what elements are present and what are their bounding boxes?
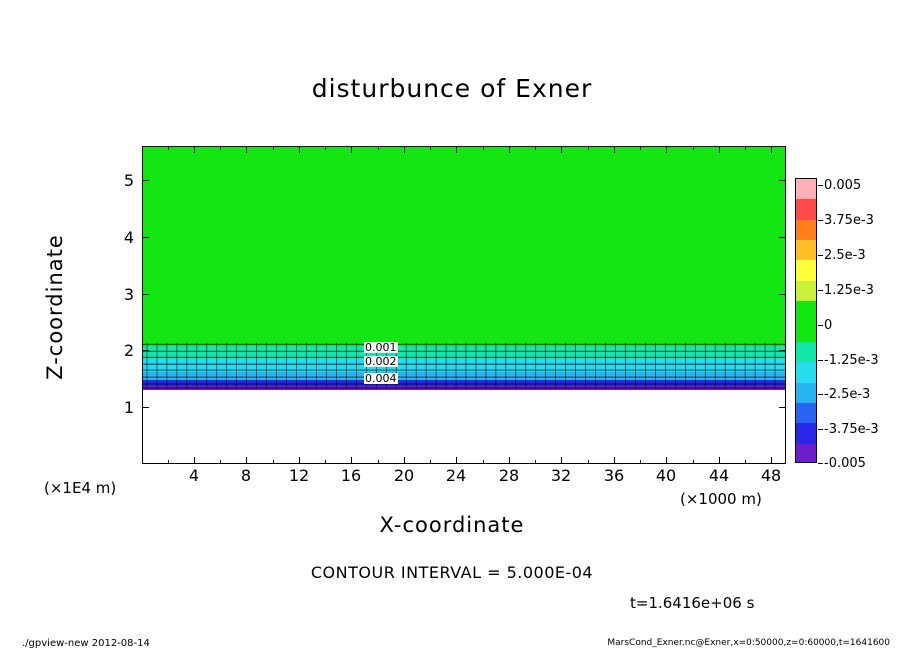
xtick-bottom-minor (273, 460, 274, 464)
xtick-bottom-minor (588, 460, 589, 464)
xtick-top-minor (378, 146, 379, 150)
x-axis-unit: (×1000 m) (680, 490, 762, 508)
xtick-top (246, 146, 247, 153)
band-zero (143, 147, 785, 346)
xtick-bottom-minor (535, 460, 536, 464)
band-neg1 (143, 346, 785, 359)
colorbar-cell (796, 423, 816, 443)
contour-label-2: 0.002 (365, 355, 397, 368)
colorbar-tick (818, 360, 823, 361)
xtick-label: 4 (188, 466, 200, 485)
xtick-top (456, 146, 457, 153)
xtick-bottom (194, 457, 195, 464)
xtick-bottom (561, 457, 562, 464)
colorbar-cell (796, 403, 816, 423)
xtick-top-minor (535, 146, 536, 150)
xtick-top (771, 146, 772, 153)
ytick-right (779, 294, 786, 295)
contour-label-1: 0.001 (365, 341, 397, 354)
xtick-bottom (614, 457, 615, 464)
xtick-label: 8 (240, 466, 252, 485)
colorbar-label: 3.75e-3 (824, 213, 874, 228)
xtick-bottom-minor (325, 460, 326, 464)
colorbar-label: -0.005 (824, 456, 866, 471)
xtick-bottom-minor (640, 460, 641, 464)
y-axis-unit: (×1E4 m) (44, 479, 117, 497)
footer-right: MarsCond_Exner.nc@Exner,x=0:50000,z=0:60000,t=1641600 (607, 638, 890, 648)
xtick-bottom (299, 457, 300, 464)
colorbar-label: 2.5e-3 (824, 248, 866, 263)
colorbar-label: 0 (824, 318, 833, 333)
xtick-top (351, 146, 352, 153)
colorbar (795, 178, 817, 463)
colorbar-cell (796, 342, 816, 362)
ytick-left (142, 407, 149, 408)
xtick-top-minor (220, 146, 221, 150)
ytick-label: 4 (123, 228, 134, 247)
plot-area (142, 146, 786, 464)
colorbar-cell (796, 383, 816, 403)
xtick-label: 36 (603, 466, 625, 485)
colorbar-cell (796, 260, 816, 280)
y-axis-title: Z-coordinate (43, 234, 67, 380)
colorbar-tick (818, 429, 823, 430)
xtick-label: 24 (445, 466, 467, 485)
xtick-top (194, 146, 195, 153)
colorbar-tick (818, 394, 823, 395)
xtick-label: 48 (760, 466, 782, 485)
ytick-left (142, 237, 149, 238)
colorbar-tick (818, 185, 823, 186)
xtick-bottom-minor (220, 460, 221, 464)
xtick-bottom-minor (745, 460, 746, 464)
colorbar-cell (796, 179, 816, 199)
xtick-bottom (771, 457, 772, 464)
xtick-top-minor (588, 146, 589, 150)
xtick-top-minor (483, 146, 484, 150)
xtick-top (614, 146, 615, 153)
ytick-right (779, 237, 786, 238)
xtick-top (719, 146, 720, 153)
colorbar-cell (796, 362, 816, 382)
band-white (143, 390, 785, 464)
colorbar-tick (818, 325, 823, 326)
colorbar-tick (818, 255, 823, 256)
ytick-label: 3 (123, 285, 134, 304)
colorbar-cell (796, 281, 816, 301)
colorbar-cell (796, 199, 816, 219)
xtick-bottom-minor (483, 460, 484, 464)
xtick-label: 32 (550, 466, 572, 485)
xtick-bottom-minor (168, 460, 169, 464)
xtick-bottom-minor (430, 460, 431, 464)
xtick-top (404, 146, 405, 153)
ytick-label: 1 (123, 398, 134, 417)
colorbar-cell (796, 444, 816, 463)
colorbar-label: 1.25e-3 (824, 283, 874, 298)
xtick-top (509, 146, 510, 153)
xtick-bottom (246, 457, 247, 464)
xtick-top-minor (273, 146, 274, 150)
xtick-bottom (351, 457, 352, 464)
colorbar-label: -3.75e-3 (824, 422, 879, 437)
xtick-top-minor (745, 146, 746, 150)
xtick-bottom-minor (378, 460, 379, 464)
xtick-bottom (719, 457, 720, 464)
colorbar-cell (796, 301, 816, 321)
colorbar-cell (796, 220, 816, 240)
colorbar-label: 0.005 (824, 178, 862, 193)
contour-label-3: 0.004 (365, 372, 397, 385)
xtick-top-minor (325, 146, 326, 150)
band-neg3 (143, 372, 785, 380)
ytick-label: 2 (123, 341, 134, 360)
chart-title: disturbunce of Exner (311, 74, 593, 103)
xtick-label: 44 (708, 466, 730, 485)
xtick-bottom (509, 457, 510, 464)
xtick-label: 16 (340, 466, 362, 485)
xtick-bottom (666, 457, 667, 464)
xtick-top (299, 146, 300, 153)
ytick-right (779, 407, 786, 408)
xtick-label: 28 (498, 466, 520, 485)
xtick-top (666, 146, 667, 153)
xtick-top-minor (693, 146, 694, 150)
colorbar-tick (818, 463, 823, 464)
colorbar-tick (818, 290, 823, 291)
ytick-left (142, 294, 149, 295)
xtick-label: 40 (655, 466, 677, 485)
xtick-label: 20 (393, 466, 415, 485)
colorbar-tick (818, 220, 823, 221)
xtick-top-minor (168, 146, 169, 150)
xtick-top-minor (430, 146, 431, 150)
xtick-top-minor (640, 146, 641, 150)
ytick-left (142, 350, 149, 351)
xtick-bottom (456, 457, 457, 464)
ytick-right (779, 350, 786, 351)
xtick-label: 12 (288, 466, 310, 485)
colorbar-cell (796, 240, 816, 260)
xtick-bottom (404, 457, 405, 464)
time-label: t=1.6416e+06 s (630, 594, 755, 612)
colorbar-label: -1.25e-3 (824, 353, 879, 368)
contour-interval-label: CONTOUR INTERVAL = 5.000E-04 (310, 563, 594, 582)
band-neg2 (143, 359, 785, 372)
ytick-right (779, 180, 786, 181)
ytick-label: 5 (123, 171, 134, 190)
footer-left: ./gpview-new 2012-08-14 (22, 638, 150, 649)
xtick-bottom-minor (693, 460, 694, 464)
xtick-top (561, 146, 562, 153)
x-axis-title: X-coordinate (379, 513, 525, 537)
ytick-left (142, 180, 149, 181)
colorbar-label: -2.5e-3 (824, 387, 871, 402)
colorbar-cell (796, 322, 816, 342)
